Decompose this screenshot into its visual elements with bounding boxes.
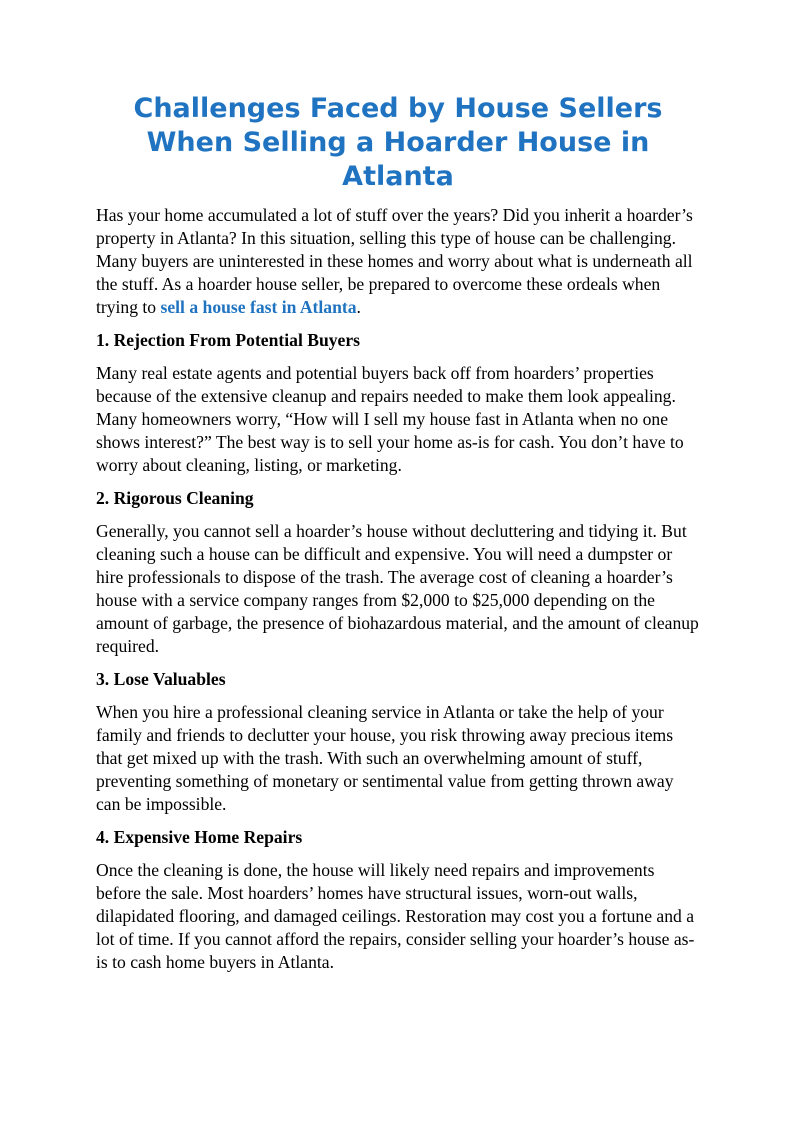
- section-heading: 2. Rigorous Cleaning: [96, 488, 254, 508]
- section-paragraph: Once the cleaning is done, the house will likely need repairs and improvements before the sale. Most hoarders’ homes have structural issues, worn-out walls, dilapidated flooring, and damaged ceilings. Restoration may cost you a fortune and a lot of time. If you cannot afford the repairs, consider selling your hoarder’s house as-is to cash home buyers in Atlanta.: [96, 860, 695, 972]
- intro-paragraph: [96, 204, 700, 319]
- section-paragraph: When you hire a professional cleaning service in Atlanta or take the help of your family and friends to declutter your house, you risk throwing away precious items that get mixed up with the trash. With such an overwhelming amount of stuff, preventing something of monetary or sentimental value from getting thrown away can be impossible.: [96, 702, 674, 814]
- section-paragraph: Many real estate agents and potential buyers back off from hoarders’ properties because of the extensive cleanup and repairs needed to make them look appealing. Many homeowners worry, “How will I sell my house fast in Atlanta when no one shows interest?” The best way is to sell your home as-is for cash. You don’t have to worry about cleaning, listing, or marketing.: [96, 363, 684, 475]
- page-title: Challenges Faced by House Sellers When Selling a Hoarder House in Atlanta: [133, 93, 663, 192]
- section-heading: 1. Rejection From Potential Buyers: [96, 330, 361, 350]
- document-page: [96, 92, 700, 984]
- intro-text: Has your home accumulated a lot of stuff over the years? Did you inherit a hoarder’s property in Atlanta? In this situation, selling this type of house can be challenging. Many buyers are uninterested in these homes and worry about what is underneath all the stuff. As a hoarder house seller, be prepared to overcome these ordeals when trying to: [96, 205, 693, 317]
- section-paragraph: Generally, you cannot sell a hoarder’s house without decluttering and tidying it. But cleaning such a house can be difficult and expensive. You will need a dumpster or hire professionals to dispose of the trash. The average cost of cleaning a hoarder’s house with a service company ranges from $2,000 to $25,000 depending on the amount of garbage, the presence of biohazardous material, and the amount of cleanup required.: [96, 521, 699, 656]
- intro-text-end: .: [356, 297, 361, 317]
- section-heading: 3. Lose Valuables: [96, 669, 226, 689]
- section-heading: 4. Expensive Home Repairs: [96, 827, 303, 847]
- sell-house-fast-link[interactable]: sell a house fast in Atlanta: [160, 297, 357, 317]
